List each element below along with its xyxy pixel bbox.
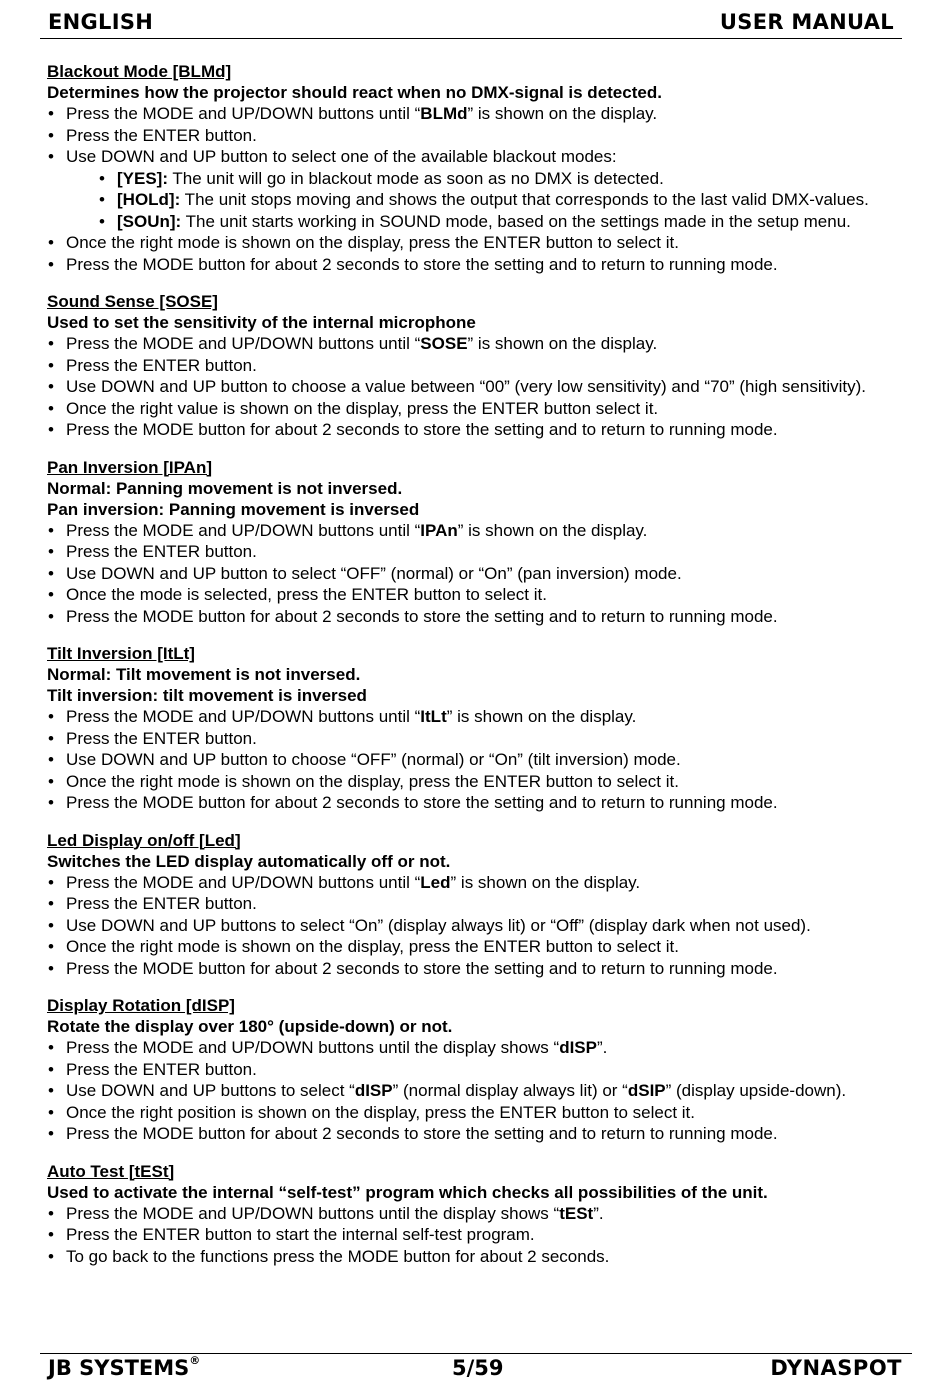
- item-text: ” is shown on the display.: [446, 707, 637, 726]
- list-item: [47, 1080, 907, 1102]
- item-text: Use DOWN and UP buttons to select “: [66, 1081, 355, 1100]
- item-text: Press the ENTER button.: [66, 542, 257, 561]
- list-item: [47, 706, 907, 728]
- option-item: [98, 211, 907, 233]
- list-item: [47, 520, 907, 542]
- list-item: [47, 1037, 907, 1059]
- item-text: Press the MODE button for about 2 seconds to store the setting and to return to running mode.: [66, 1124, 778, 1143]
- section-description: Rotate the display over 180° (upside-down) or not.: [47, 1017, 453, 1036]
- list-item: [47, 541, 907, 563]
- item-keyword: dISP: [354, 1081, 393, 1100]
- section-description: Switches the LED display automatically off or not.: [47, 851, 451, 871]
- list-item: [47, 792, 907, 814]
- footer-brand: [48, 1356, 200, 1380]
- list-item: [47, 958, 907, 980]
- item-keyword: BLMd: [420, 104, 468, 123]
- item-text: Press the MODE and UP/DOWN buttons until the display shows “: [66, 1203, 560, 1223]
- section-description: Pan inversion: Panning movement is inversed: [47, 499, 420, 519]
- footer-product: DYNASPOT: [770, 1356, 902, 1380]
- section-title: Tilt Inversion [ItLt]: [47, 644, 195, 663]
- instruction-list: [47, 520, 907, 628]
- item-text: Once the right mode is shown on the display, press the ENTER button to select it.: [66, 937, 679, 956]
- item-text: Press the MODE and UP/DOWN buttons until “: [66, 104, 421, 123]
- item-text: Press the MODE and UP/DOWN buttons until “: [66, 334, 421, 353]
- section-title: Auto Test [tESt]: [47, 1161, 175, 1181]
- item-text: Use DOWN and UP button to select “OFF” (normal) or “On” (pan inversion) mode.: [66, 563, 682, 583]
- item-text: The unit will go in blackout mode as soon as no DMX is detected.: [168, 168, 664, 188]
- item-keyword: tESt: [559, 1203, 594, 1223]
- item-keyword: [SOUn]:: [117, 211, 182, 231]
- section-description: Determines how the projector should react when no DMX-signal is detected.: [47, 83, 662, 102]
- item-text: Once the right mode is shown on the display, press the ENTER button to select it.: [66, 771, 679, 791]
- item-keyword: [YES]:: [117, 168, 168, 188]
- item-text: Press the ENTER button.: [66, 355, 257, 375]
- list-item: [47, 1059, 907, 1081]
- item-keyword: IPAn: [420, 520, 458, 540]
- list-item: [47, 728, 907, 750]
- list-item: [47, 254, 907, 276]
- instruction-list: [47, 1037, 907, 1145]
- item-text: ” is shown on the display.: [457, 520, 648, 540]
- list-item: [47, 1246, 907, 1268]
- item-text: Use DOWN and UP button to choose a value between “00” (very low sensitivity) and “70” (high sensitivity).: [66, 377, 866, 396]
- section-description: Tilt inversion: tilt movement is inversed: [47, 686, 367, 705]
- list-item: [47, 749, 907, 771]
- header-language: ENGLISH: [48, 10, 154, 34]
- manual-section: [47, 995, 907, 1145]
- list-item: [47, 584, 907, 606]
- list-item: [47, 915, 907, 937]
- list-item: [47, 606, 907, 628]
- manual-section: [47, 830, 907, 980]
- page-footer: [40, 1353, 912, 1384]
- item-text: ”.: [593, 1203, 604, 1223]
- item-text: Press the MODE and UP/DOWN buttons until “: [66, 707, 421, 726]
- item-keyword: Led: [420, 872, 451, 892]
- item-text: Press the MODE button for about 2 seconds to store the setting and to return to running mode.: [66, 420, 778, 439]
- item-text: Press the MODE and UP/DOWN buttons until “: [66, 520, 421, 540]
- section-description: Used to set the sensitivity of the internal microphone: [47, 313, 476, 332]
- item-text: Press the MODE button for about 2 seconds to store the setting and to return to running mode.: [66, 254, 778, 274]
- instruction-list: [47, 333, 907, 441]
- list-item: [47, 936, 907, 958]
- item-keyword: [HOLd]:: [117, 190, 181, 209]
- list-item: [47, 1102, 907, 1124]
- manual-content: [47, 61, 907, 1283]
- manual-section: [47, 1161, 907, 1268]
- list-item: [47, 376, 907, 398]
- item-text: Once the right value is shown on the display, press the ENTER button select it.: [66, 398, 659, 418]
- section-title: Led Display on/off [Led]: [47, 830, 241, 850]
- section-title: Display Rotation [dISP]: [47, 996, 235, 1015]
- item-text: Once the mode is selected, press the ENTER button to select it.: [66, 585, 547, 604]
- section-description: Normal: Panning movement is not inversed.: [47, 478, 403, 498]
- brand-name: JB SYSTEMS: [48, 1356, 190, 1380]
- list-item: [47, 232, 907, 254]
- instruction-list: [47, 103, 907, 275]
- item-text: Press the ENTER button.: [66, 894, 257, 913]
- page-number: 5/59: [452, 1356, 504, 1380]
- page-header: [40, 8, 902, 39]
- list-item: [47, 146, 907, 232]
- item-text: ” is shown on the display.: [467, 104, 658, 123]
- item-text: ” is shown on the display.: [467, 334, 658, 353]
- list-item: [47, 771, 907, 793]
- list-item: [47, 419, 907, 441]
- section-title: Blackout Mode [BLMd]: [47, 62, 232, 81]
- instruction-list: [47, 706, 907, 814]
- list-item: [47, 125, 907, 147]
- item-text: Press the MODE button for about 2 seconds to store the setting and to return to running mode.: [66, 958, 778, 978]
- item-text: The unit stops moving and shows the output that corresponds to the last valid DMX-values.: [180, 190, 869, 209]
- list-item: [47, 563, 907, 585]
- option-item: [98, 189, 907, 211]
- manual-section: [47, 457, 907, 628]
- item-keyword: dISP: [559, 1038, 597, 1057]
- item-text: Press the ENTER button.: [66, 125, 257, 145]
- manual-section: [47, 291, 907, 441]
- instruction-list: [47, 1203, 907, 1268]
- list-item: [47, 103, 907, 125]
- section-title: Pan Inversion [IPAn]: [47, 457, 212, 477]
- item-keyword: SOSE: [420, 334, 468, 353]
- list-item: [47, 398, 907, 420]
- list-item: [47, 1123, 907, 1145]
- item-keyword: dSIP: [627, 1081, 666, 1100]
- list-item: [47, 355, 907, 377]
- list-item: [47, 872, 907, 894]
- item-text: Once the right position is shown on the display, press the ENTER button to select it.: [66, 1102, 696, 1122]
- section-description: Used to activate the internal “self-test” program which checks all possibilities of the unit.: [47, 1182, 768, 1202]
- item-text: Press the MODE and UP/DOWN buttons until “: [66, 872, 421, 892]
- option-list: [66, 168, 907, 233]
- item-text: The unit starts working in SOUND mode, based on the settings made in the setup menu.: [181, 211, 851, 231]
- item-text: ” (normal display always lit) or “: [392, 1081, 628, 1100]
- item-text: Press the ENTER button to start the internal self-test program.: [66, 1225, 535, 1244]
- item-keyword: ItLt: [420, 707, 447, 726]
- manual-section: [47, 643, 907, 814]
- instruction-list: [47, 872, 907, 980]
- list-item: [47, 1203, 907, 1225]
- section-title: Sound Sense [SOSE]: [47, 292, 218, 311]
- item-text: To go back to the functions press the MODE button for about 2 seconds.: [66, 1246, 610, 1266]
- item-text: Press the MODE button for about 2 seconds to store the setting and to return to running mode.: [66, 606, 778, 626]
- item-text: Press the MODE button for about 2 seconds to store the setting and to return to running mode.: [66, 793, 778, 812]
- item-text: Press the ENTER button.: [66, 1059, 257, 1079]
- option-item: [98, 168, 907, 190]
- section-description: Normal: Tilt movement is not inversed.: [47, 665, 361, 684]
- manual-section: [47, 61, 907, 275]
- item-text: Once the right mode is shown on the display, press the ENTER button to select it.: [66, 233, 679, 252]
- item-text: ” (display upside-down).: [665, 1081, 847, 1100]
- list-item: [47, 893, 907, 915]
- item-text: ”.: [597, 1038, 608, 1057]
- list-item: [47, 1224, 907, 1246]
- item-text: Use DOWN and UP buttons to select “On” (display always lit) or “Off” (display dark when not used).: [66, 915, 811, 935]
- item-text: Press the ENTER button.: [66, 728, 257, 748]
- item-text: Press the MODE and UP/DOWN buttons until the display shows “: [66, 1038, 560, 1057]
- list-item: [47, 333, 907, 355]
- item-text: Use DOWN and UP button to select one of the available blackout modes:: [66, 147, 617, 166]
- registered-mark: ®: [189, 1354, 201, 1367]
- item-text: ” is shown on the display.: [450, 872, 641, 892]
- item-text: Use DOWN and UP button to choose “OFF” (normal) or “On” (tilt inversion) mode.: [66, 750, 681, 769]
- header-doc-type: USER MANUAL: [719, 10, 894, 34]
